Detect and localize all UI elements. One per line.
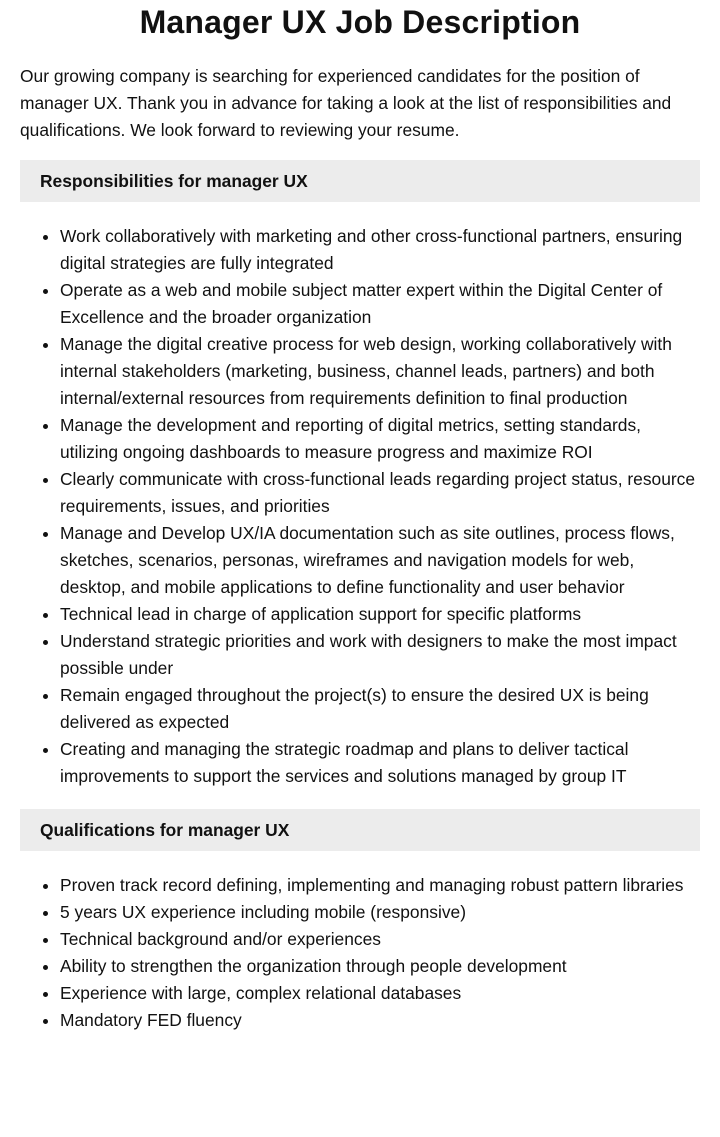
page-title: Manager UX Job Description	[139, 4, 581, 40]
list-item: • Proven track record defining, implementing and managing robust pattern libraries	[60, 872, 700, 899]
responsibilities-list	[20, 223, 700, 790]
qualifications-heading: Qualifications for manager UX	[20, 809, 700, 851]
list-item: • 5 years UX experience including mobile (responsive)	[60, 899, 700, 926]
list-item: • Technical background and/or experiences	[60, 926, 700, 953]
list-item: • Remain engaged throughout the project(s) to ensure the desired UX is being delivered as expected	[60, 682, 700, 736]
list-item: • Clearly communicate with cross-functional leads regarding project status, resource requirements, issues, and priorities	[60, 466, 700, 520]
list-item: • Experience with large, complex relational databases	[60, 980, 700, 1007]
list-item: • Ability to strengthen the organization through people development	[60, 953, 700, 980]
list-item: • Work collaboratively with marketing and other cross-functional partners, ensuring digital strategies are fully integrated	[60, 223, 700, 277]
list-item: • Understand strategic priorities and work with designers to make the most impact possible under	[60, 628, 700, 682]
list-item: • Mandatory FED fluency	[60, 1007, 700, 1034]
responsibilities-heading: Responsibilities for manager UX	[20, 160, 700, 202]
qualifications-list	[20, 872, 700, 1034]
list-item: • Manage the digital creative process for web design, working collaboratively with internal stakeholders (marketing, business, channel leads, partners) and both internal/external resources from requirements definition to final production	[60, 331, 700, 412]
list-item: • Creating and managing the strategic roadmap and plans to deliver tactical improvements to support the services and solutions managed by group IT	[60, 736, 700, 790]
list-item: • Technical lead in charge of application support for specific platforms	[60, 601, 700, 628]
list-item: • Manage the development and reporting of digital metrics, setting standards, utilizing ongoing dashboards to measure progress and maximize ROI	[60, 412, 700, 466]
list-item: • Manage and Develop UX/IA documentation such as site outlines, process flows, sketches, scenarios, personas, wireframes and navigation models for web, desktop, and mobile applications to define functionality and user behavior	[60, 520, 700, 601]
list-item: • Operate as a web and mobile subject matter expert within the Digital Center of Excellence and the broader organization	[60, 277, 700, 331]
intro-paragraph: Our growing company is searching for experienced candidates for the position of manager UX. Thank you in advance for taking a look at the list of responsibilities and qualifications. We look forward to reviewing your resume.	[20, 66, 672, 140]
